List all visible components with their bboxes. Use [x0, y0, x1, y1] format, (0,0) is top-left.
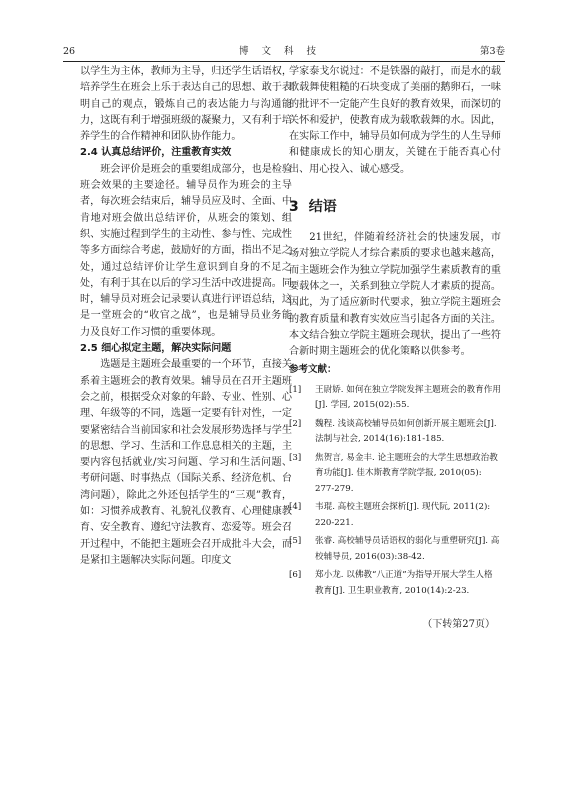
journal-title: 博文科技 [238, 46, 329, 57]
left-column [80, 64, 292, 569]
reference-item [289, 451, 501, 498]
reference-number: [5] [289, 536, 302, 547]
reference-item [289, 500, 501, 531]
paragraph: 班会评价是班会的重要组成部分，也是检验班会效果的主要途径。辅导员作为班会的主导者，每次班会结束后，辅导员应及时、全面、中肯地对班会做出总结评价，从班会的策划、组织、实施过程到学生的主动性、参与性、完成性等多方面综合考虑，鼓励好的方面，指出不足之处，通过总结评价让学生意识到自身的不足之处，有利于其在以后的学习生活中改进提高。同时，辅导员对班会记录要认真进行评语总结，这是一堂班会的“收官之战”，也是辅导员业务能力及良好工作习惯的重要体现。 [80, 163, 292, 338]
paragraph: 21世纪，伴随着经济社会的快速发展，市场对独立学院人才综合素质的要求也越来越高，而主题班会作为独立学院加强学生素质教育的重要载体之一，关系到独立学院人才素质的提高。因此，为了适应新时代要求，独立学院主题班会的教育质量和教育实效应当引起各方面的关注。本文结合独立学院主题班会现状，提出了一些符合新时期主题班会的优化策略以供参考。 [289, 232, 501, 358]
right-column [289, 64, 501, 634]
paragraph: 学家泰戈尔说过：不是铁器的敲打，而是水的载歌载舞使粗糙的石块变成了美丽的鹅卵石，一味的批评不一定能产生良好的教育效果，而深切的关怀和爱护，使教育成为载歌载舞的水。因此，在实际工作中，辅导员如何成为学生的人生导师和健康成长的知心朋友，关键在于能否真心付出、用心投入、诚心感受。 [289, 66, 501, 175]
reference-number: [2] [289, 418, 302, 429]
reference-text: 郑小龙. 以佛教“八正道”为指导开展大学生人格教育[J]. 卫生职业教育, 2010(14):2-23. [315, 570, 493, 596]
continued-note: （下转第27页） [422, 619, 495, 631]
reference-item [289, 383, 501, 414]
reference-item [289, 568, 501, 599]
section-title: 结语 [308, 199, 337, 216]
volume-label: 第3卷 [479, 46, 505, 57]
section-heading-2-5: 2.5 细心拟定主题，解决实际问题 [80, 343, 232, 355]
references-heading: 参考文献： [289, 364, 337, 376]
reference-list [289, 383, 501, 600]
page-header [63, 44, 505, 60]
reference-text: 韦琨. 高校主题班会探析[J]. 现代阮, 2011(2): 220-221. [315, 502, 491, 528]
reference-text: 魏程. 浅谈高校辅导员如何创新开展主题班会[J]. 法制与社会, 2014(16):181-185. [315, 418, 497, 445]
reference-item [289, 417, 501, 448]
reference-number: [1] [289, 384, 302, 395]
page-number: 26 [63, 46, 76, 57]
header-rule [63, 61, 505, 62]
reference-text: 王尉娇. 如何在独立学院发挥主题班会的教育作用[J]. 学园, 2015(02):55. [315, 384, 501, 411]
reference-item [289, 534, 501, 565]
paragraph: 以学生为主体，教师为主导，归还学生话语权，培养学生在班会上乐于表达自己的思想、敢于表明自己的观点，锻炼自己的表达能力与沟通能力，这既有利于增强班级的凝聚力，又有利于培养学生的合作精神和团队协作能力。 [80, 66, 292, 143]
paragraph: 选题是主题班会最重要的一个环节，直接关系着主题班会的教育效果。辅导员在召开主题班会之前，根据受众对象的年龄、专业、性别、心理、年级等的不同，选题一定要有针对性，一定要紧密结合当前国家和社会发展形势选择与学生的思想、学习、生活和工作息息相关的主题，主要内容包括就业/实习问题、学习和生活问题、考研问题、时事热点（国际关系、经济危机、台湾问题），除此之外还包括学生的“三观”教育，如：习惯养成教育、礼貌礼仪教育、心理健康教育、安全教育、遵纪守法教育、恋爱等。班会召开过程中，不能把主题班会召开成批斗大会，而是紧扣主题解决实际问题。印度文 [80, 359, 292, 566]
reference-number: [3] [289, 452, 302, 463]
section-number: 3 [289, 199, 299, 216]
reference-number: [4] [289, 502, 302, 513]
section-heading-2-4: 2.4 认真总结评价，注重教育实效 [80, 147, 232, 159]
reference-number: [6] [289, 570, 302, 581]
reference-text: 焦贺言, 易金丰. 论主题班会的大学生思想政治教育功能[J]. 佳木斯教育学院学报, 2010(05): 277-279. [315, 452, 498, 494]
reference-text: 张睿. 高校辅导员话语权的弱化与重塑研究[J]. 高校辅导员, 2016(03):38-42. [315, 536, 500, 562]
section-heading-3 [289, 198, 501, 216]
